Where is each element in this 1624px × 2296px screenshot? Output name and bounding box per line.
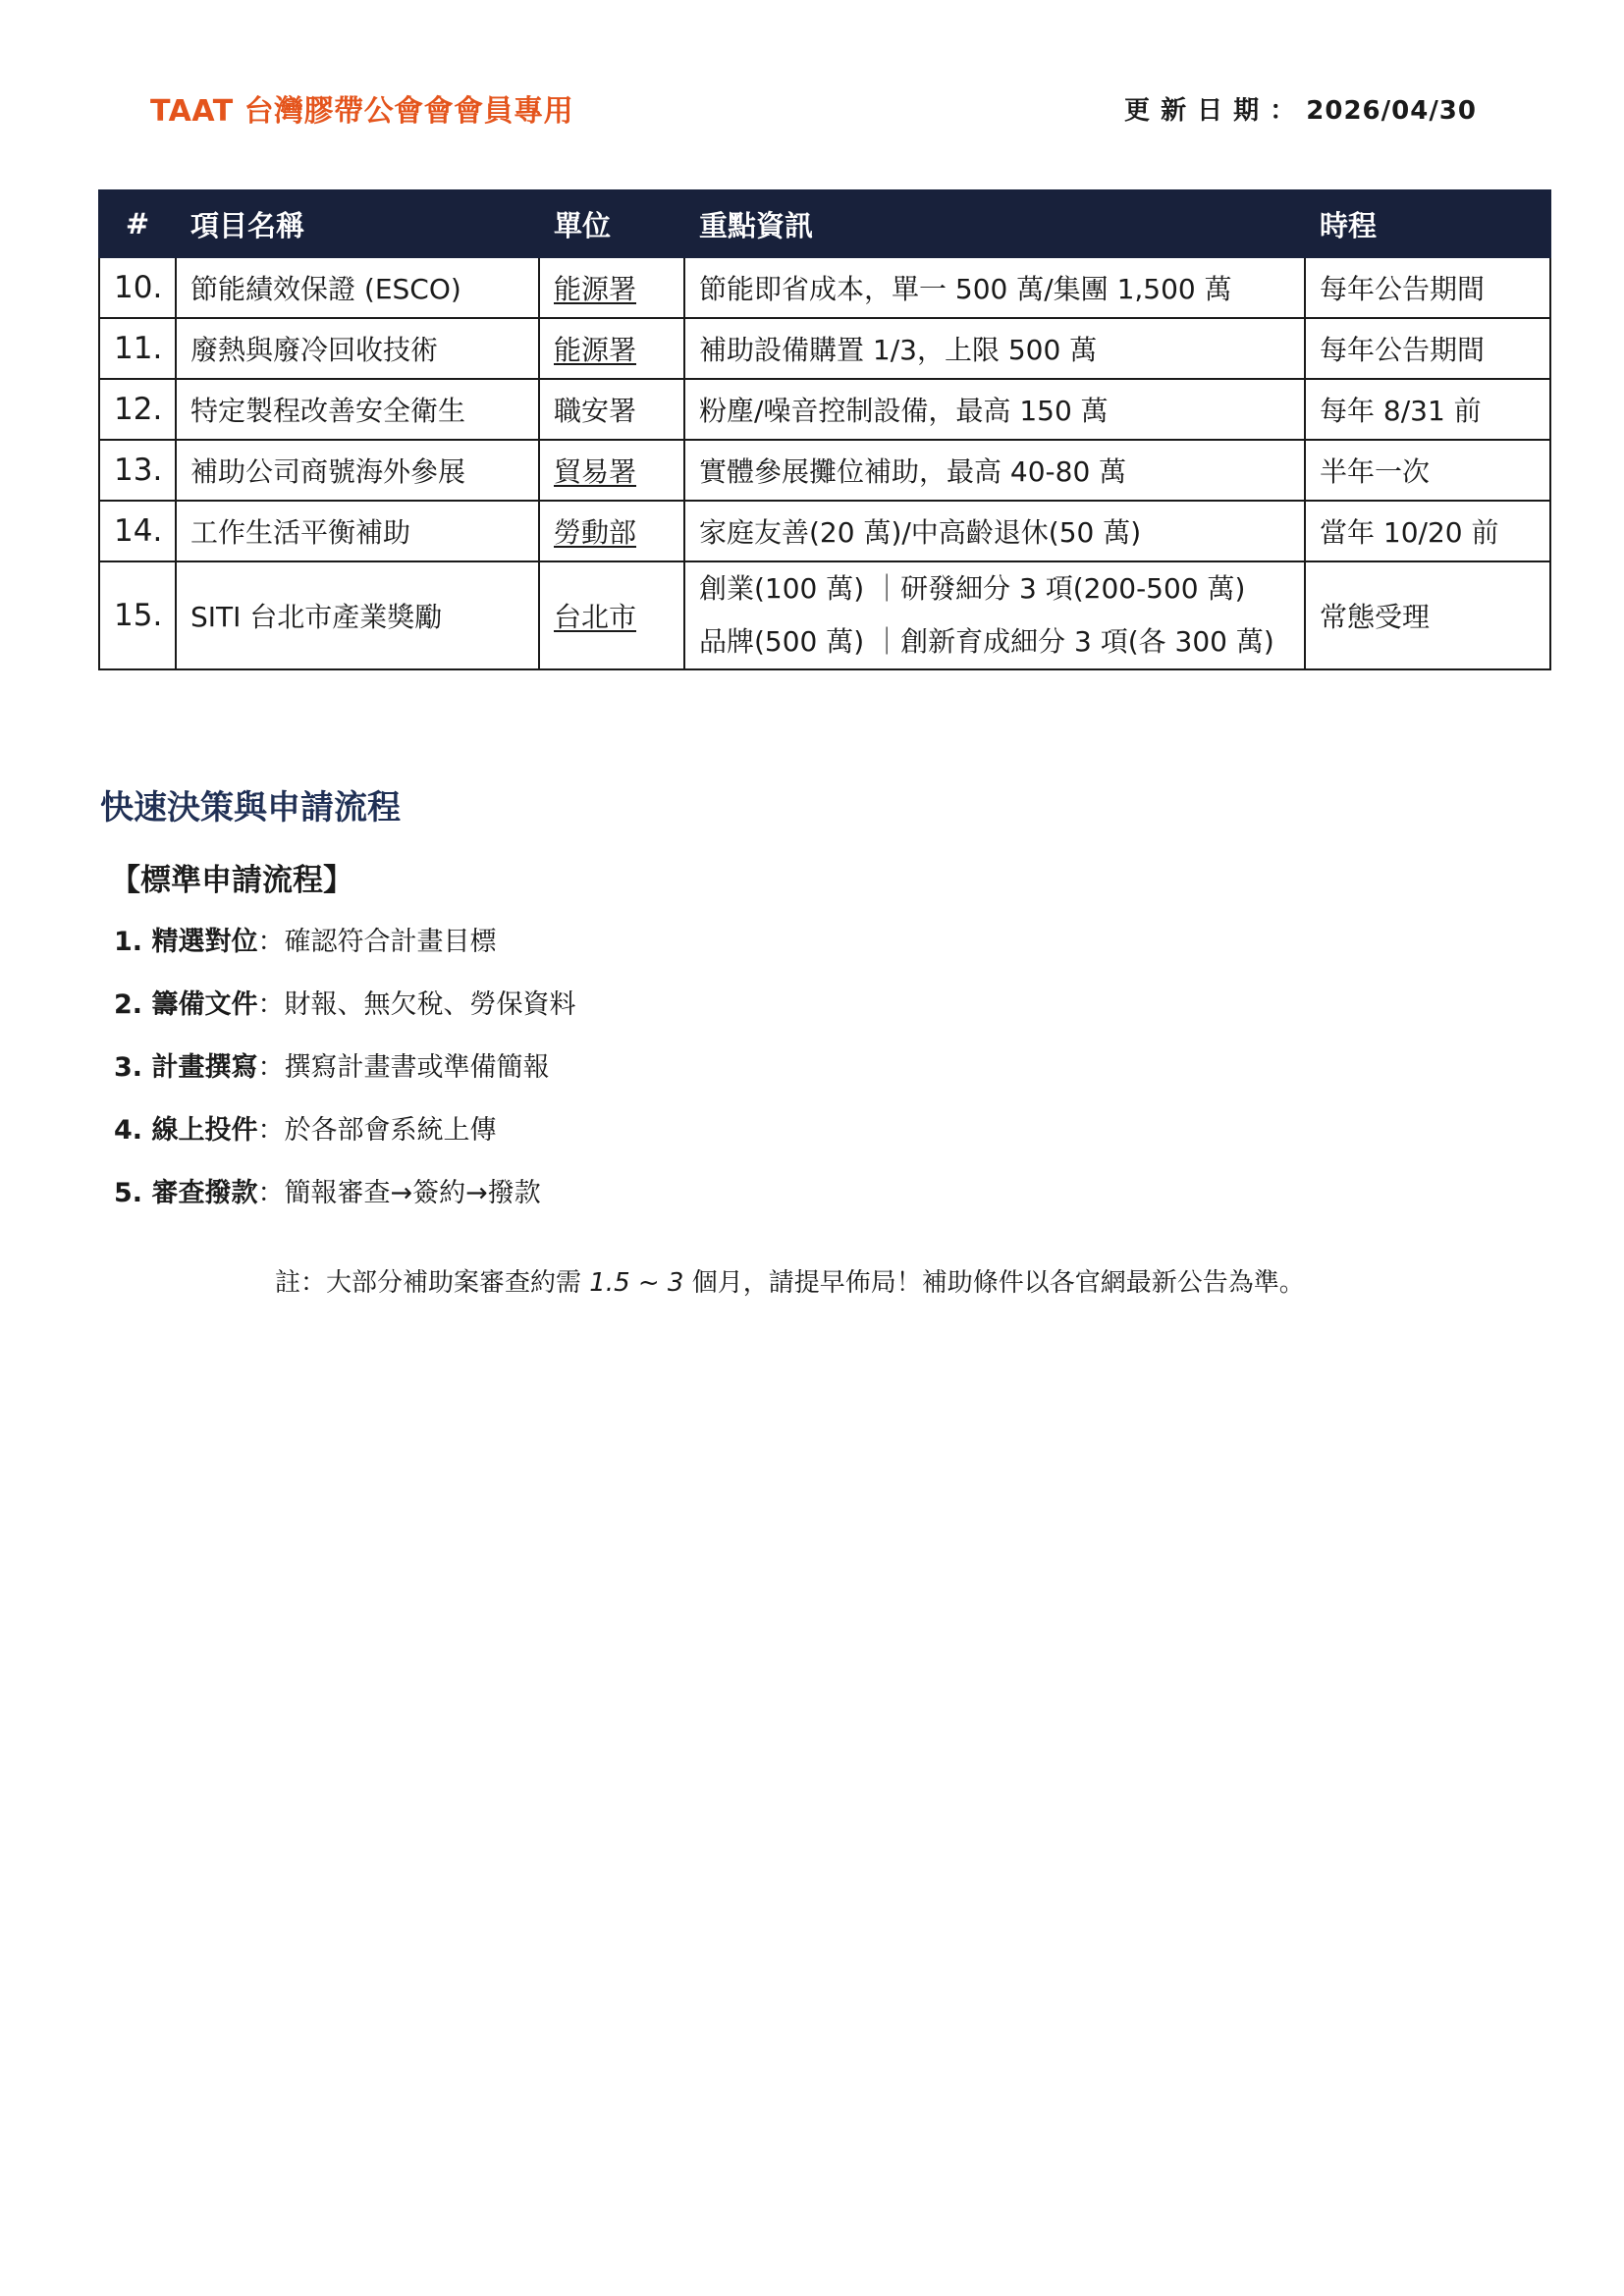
table-header-row: [99, 190, 1550, 257]
row-name: 廢熱與廢冷回收技術: [176, 318, 539, 379]
row-info: 節能即省成本，單一 500 萬/集團 1,500 萬: [684, 257, 1305, 318]
step-text: 確認符合計畫目標: [284, 927, 497, 957]
footnote: [275, 1262, 1305, 1299]
row-schedule: 每年 8/31 前: [1305, 379, 1550, 440]
table-row: [99, 379, 1550, 440]
step-label: 4. 線上投件: [114, 1115, 258, 1146]
row-agency: [539, 318, 684, 379]
step-separator: ：: [257, 927, 285, 957]
agency-link[interactable]: 台北市: [554, 601, 637, 633]
row-name: 補助公司商號海外參展: [176, 440, 539, 501]
list-item: [114, 1174, 575, 1237]
agency-link[interactable]: 能源署: [554, 334, 637, 366]
row-schedule: 每年公告期間: [1305, 257, 1550, 318]
row-schedule: 常態受理: [1305, 561, 1550, 669]
row-info-line-1: 創業(100 萬) ｜研發細分 3 項(200-500 萬): [699, 572, 1246, 605]
step-separator: ：: [257, 1052, 285, 1083]
step-text: 撰寫計畫書或準備簡報: [284, 1052, 550, 1083]
step-label: 5. 審查撥款: [114, 1178, 258, 1208]
step-text: 簡報審查→簽約→撥款: [284, 1178, 541, 1208]
row-info: 實體參展攤位補助，最高 40-80 萬: [684, 440, 1305, 501]
note-text-before: 註：大部分補助案審查約需: [275, 1268, 590, 1298]
step-text: 於各部會系統上傳: [284, 1115, 497, 1146]
note-text-after: 個月，請提早佈局！補助條件以各官網最新公告為準。: [683, 1268, 1305, 1298]
brand-title: TAAT 台灣膠帶公會會會員專用: [150, 94, 574, 129]
list-item: [114, 1111, 575, 1174]
agency-link[interactable]: 能源署: [554, 273, 637, 305]
agency-link[interactable]: 勞動部: [554, 516, 637, 549]
step-label: 2. 籌備文件: [114, 989, 258, 1020]
row-agency: [539, 561, 684, 669]
row-num: 10.: [99, 257, 176, 318]
list-item: [114, 923, 575, 986]
list-item: [114, 1048, 575, 1111]
row-schedule: 半年一次: [1305, 440, 1550, 501]
step-separator: ：: [257, 1115, 285, 1146]
table-row: [99, 257, 1550, 318]
header-num: #: [99, 190, 176, 257]
row-num: 13.: [99, 440, 176, 501]
row-num: 12.: [99, 379, 176, 440]
row-num: 11.: [99, 318, 176, 379]
note-duration: 1.5 ~ 3: [589, 1268, 684, 1298]
table-row: [99, 501, 1550, 561]
row-schedule: 當年 10/20 前: [1305, 501, 1550, 561]
row-info-line-2: 品牌(500 萬) ｜創新育成細分 3 項(各 300 萬): [699, 625, 1274, 658]
process-subtitle: 【標準申請流程】: [110, 863, 353, 898]
table-row: [99, 318, 1550, 379]
row-info: [684, 561, 1305, 669]
step-separator: ：: [257, 989, 285, 1020]
row-name: 工作生活平衡補助: [176, 501, 539, 561]
agency-link[interactable]: 貿易署: [554, 455, 637, 488]
header-name: 項目名稱: [176, 190, 539, 257]
step-label: 3. 計畫撰寫: [114, 1052, 258, 1083]
row-agency: [539, 257, 684, 318]
table-row: [99, 440, 1550, 501]
step-text: 財報、無欠稅、勞保資料: [284, 989, 576, 1020]
row-info: 補助設備購置 1/3，上限 500 萬: [684, 318, 1305, 379]
row-info: 粉塵/噪音控制設備，最高 150 萬: [684, 379, 1305, 440]
row-name: SITI 台北市產業獎勵: [176, 561, 539, 669]
row-num: 15.: [99, 561, 176, 669]
subsidy-table: [98, 189, 1551, 670]
table-row: [99, 561, 1550, 669]
list-item: [114, 986, 575, 1048]
header-info: 重點資訊: [684, 190, 1305, 257]
row-agency: [539, 501, 684, 561]
row-info: 家庭友善(20 萬)/中高齡退休(50 萬): [684, 501, 1305, 561]
page-header: [147, 86, 1477, 135]
row-agency: [539, 440, 684, 501]
header-schedule: 時程: [1305, 190, 1550, 257]
header-agency: 單位: [539, 190, 684, 257]
step-separator: ：: [257, 1178, 285, 1208]
row-name: 節能績效保證 (ESCO): [176, 257, 539, 318]
row-num: 14.: [99, 501, 176, 561]
row-schedule: 每年公告期間: [1305, 318, 1550, 379]
process-steps: [114, 923, 575, 1237]
row-agency: 職安署: [539, 379, 684, 440]
update-date: 更 新 日 期 ： 2026/04/30: [1124, 96, 1477, 126]
section-title: 快速決策與申請流程: [100, 788, 401, 828]
step-label: 1. 精選對位: [114, 927, 258, 957]
row-name: 特定製程改善安全衛生: [176, 379, 539, 440]
